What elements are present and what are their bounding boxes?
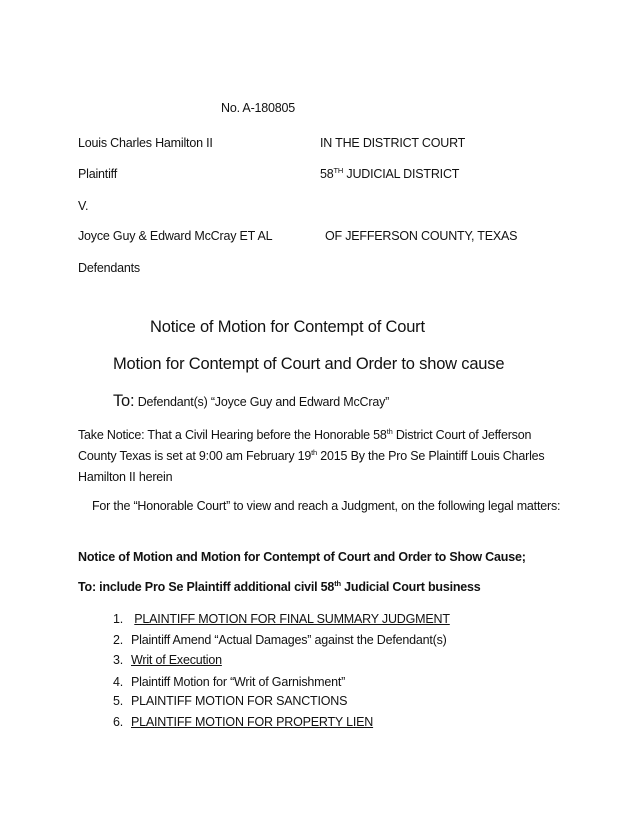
- item-link: Writ of Execution: [131, 653, 222, 667]
- bold-heading-1: Notice of Motion and Motion for Contempt of Court and Order to Show Cause;: [78, 550, 526, 564]
- item-link: PLAINTIFF MOTION FOR FINAL SUMMARY JUDGMENT: [134, 612, 450, 626]
- to-line: To: Defendant(s) “Joyce Guy and Edward McCray”: [113, 392, 390, 410]
- list-item: 2. Plaintiff Amend “Actual Damages” against the Defendant(s): [113, 633, 447, 647]
- plaintiff-name: Louis Charles Hamilton II: [78, 136, 213, 150]
- bold-heading-2: To: include Pro Se Plaintiff additional civil 58th Judicial Court business: [78, 578, 481, 594]
- case-number: No. A-180805: [221, 101, 296, 115]
- motion-heading: Motion for Contempt of Court and Order to show cause: [113, 355, 505, 373]
- plaintiff-label: Plaintiff: [78, 167, 117, 181]
- court-name: IN THE DISTRICT COURT: [320, 136, 466, 150]
- list-item: 1. PLAINTIFF MOTION FOR FINAL SUMMARY JUDGMENT: [113, 612, 450, 626]
- notice-heading: Notice of Motion for Contempt of Court: [150, 318, 425, 336]
- versus: V.: [78, 199, 89, 213]
- list-item: 3. Writ of Execution: [113, 653, 222, 667]
- county: OF JEFFERSON COUNTY, TEXAS: [325, 229, 518, 243]
- take-notice-paragraph: Take Notice: That a Civil Hearing before the Honorable 58th District Court of Jefferson County Texas is set at 9:00 am February 19th 2015 By the Pro Se Plaintiff Louis Charles Hamilton II herein: [78, 426, 545, 484]
- defendants-names: Joyce Guy & Edward McCray ET AL: [78, 229, 273, 243]
- list-item: 6. PLAINTIFF MOTION FOR PROPERTY LIEN: [113, 715, 374, 729]
- list-item: 4. Plaintiff Motion for “Writ of Garnishment”: [113, 675, 346, 689]
- honorable-paragraph: For the “Honorable Court” to view and reach a Judgment, on the following legal matters:: [92, 499, 561, 513]
- list-item: 5. PLAINTIFF MOTION FOR SANCTIONS: [113, 694, 348, 708]
- defendants-label: Defendants: [78, 261, 140, 275]
- judicial-district: 58TH JUDICIAL DISTRICT: [320, 165, 460, 181]
- item-link: PLAINTIFF MOTION FOR PROPERTY LIEN: [131, 715, 374, 729]
